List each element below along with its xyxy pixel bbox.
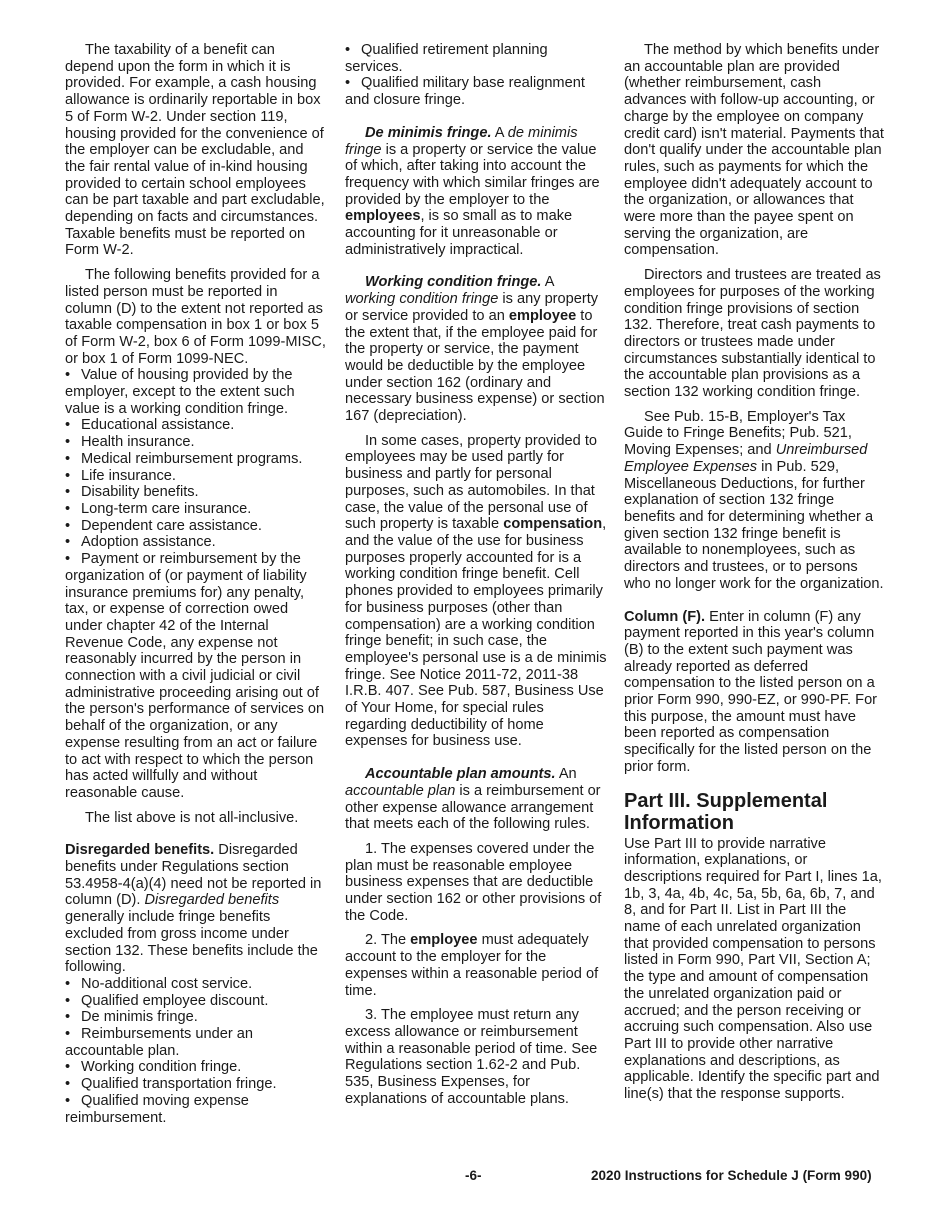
bullet-icon: • bbox=[65, 1092, 71, 1109]
paragraph-method: The method by which benefits under an accountable plan are provided (whether reimbursement, cash advances with follow-up accounting, or charge by the employee on company credit card) isn't material. Payments that don't qualify under the accountable plan rules, such as payments for which the employee didn't adequately account to the organization, or allowances that were more than the payee spent on serving the organization, are compensation. bbox=[624, 42, 884, 259]
bullet-icon: • bbox=[65, 534, 71, 551]
column-2 bbox=[345, 42, 607, 1107]
list-item: • Qualified transportation fringe. bbox=[65, 1076, 277, 1093]
list-item: • Qualified employee discount. bbox=[65, 992, 269, 1009]
paragraph-taxability: The taxability of a benefit can depend upon the form in which it is provided. For example, a cash housing allowance is ordinarily reportable in box 5 of Form W-2. Under section 119, housing provided for the convenience of the employer can be excludable, and the fair rental value of in-kind housing provided to certain school employees can be part taxable and part excludable, depending on facts and circumstances. Taxable benefits must be reported on Form W-2. bbox=[65, 42, 325, 259]
part-3-heading: Part III. Supplemental Information bbox=[624, 789, 828, 834]
paragraph-part-3: Use Part III to provide narrative information, explanations, or descriptions required for Part I, lines 1a, 1b, 3, 4a, 4b, 4c, 5a, 5b, 6a, 6b, 7, and 8, and for Part II. List in Part III the name of each unrelated organization that provided compensation to persons listed in Form 990, Part VII, Section A; the type and amount of compensation the unrelated organization paid or accrued; and the person receiving or accruing such compensation. Also use Part III to provide other narrative explanations and descriptions, as applicable. Identify the specific part and line(s) that the response supports. bbox=[624, 835, 882, 1103]
list-item: • Medical reimbursement programs. bbox=[65, 450, 303, 467]
paragraph-not-all-inclusive: The list above is not all-inclusive. bbox=[85, 809, 299, 826]
retirement-list bbox=[345, 42, 607, 109]
footer-title: 2020 Instructions for Schedule J (Form 990) bbox=[591, 1168, 872, 1183]
list-item: • Life insurance. bbox=[65, 467, 176, 484]
paragraph-some-cases: In some cases, property provided to employees may be used partly for business and partly for personal purposes, such as automobiles. In that case, the value of the personal use of such property is taxable compensation, and the value of the use for business purposes properly accounted for is a working condition fringe benefit. Cell phones provided to employees primarily for business purposes (other than compensation) are a working condition fringe benefit; in such case, the employee's personal use is a de minimis fringe. See Notice 2011-72, 2011-38 I.R.B. 407. See Pub. 587, Business Use of Your Home, for special rules regarding deductibility of home expenses for business use. bbox=[345, 432, 607, 750]
rule-2: 2. The employee must adequately account to the employer for the expenses within a reasonable period of time. bbox=[345, 932, 599, 999]
bullet-icon: • bbox=[345, 42, 351, 58]
list-item: • Qualified retirement planning services. bbox=[345, 42, 548, 75]
bullet-icon: • bbox=[65, 992, 71, 1009]
paragraph-accountable-plan: Accountable plan amounts. An accountable plan is a reimbursement or other expense allowance arrangement that meets each of the following rules. bbox=[345, 766, 601, 833]
list-item: • Qualified military base realignment and closure fringe. bbox=[345, 75, 585, 109]
bullet-icon: • bbox=[65, 1059, 71, 1076]
paragraph-see-pub: See Pub. 15-B, Employer's Tax Guide to Fringe Benefits; Pub. 521, Moving Expenses; and Unreimbursed Employee Expenses in Pub. 529, Miscellaneous Deductions, for further explanation of section 132 fringe benefits and for determining whether a given section 132 fringe benefit is available to nonemployees, such as directors and trustees, or to persons who no longer work for the organization. bbox=[624, 408, 884, 592]
paragraph-column-f: Column (F). Enter in column (F) any payment reported in this year's column (B) to the extent such payment was already reported as deferred compensation to the listed person on a prior Form 990, 990-EZ, or 990-PF. For this purpose, the amount must have been reported as compensation specifically for the listed person on the prior form. bbox=[624, 608, 878, 775]
list-item: • Qualified moving expense reimbursement. bbox=[65, 1092, 249, 1126]
list-item: • Educational assistance. bbox=[65, 417, 235, 434]
bullet-icon: • bbox=[65, 1026, 71, 1043]
bullet-icon: • bbox=[65, 417, 71, 434]
bullet-icon: • bbox=[65, 1076, 71, 1093]
bullet-icon: • bbox=[65, 1009, 71, 1026]
bullet-icon: • bbox=[65, 517, 71, 534]
list-item: • No-additional cost service. bbox=[65, 975, 253, 992]
list-item: • Disability benefits. bbox=[65, 484, 199, 501]
benefit-list bbox=[65, 367, 327, 801]
bullet-icon: • bbox=[65, 367, 71, 384]
bullet-icon: • bbox=[65, 500, 71, 517]
page-number: -6- bbox=[465, 1168, 482, 1183]
section-heading: Column (F). bbox=[624, 608, 706, 625]
paragraph-working-condition: Working condition fringe. A working condition fringe is any property or service provided to an employee to the extent that, if the employee paid for the property or service, the payment would be deductible by the employee under section 162 (ordinary and necessary business expense) or section 167 (depreciation). bbox=[345, 274, 605, 425]
bullet-icon: • bbox=[65, 450, 71, 467]
paragraph-directors: Directors and trustees are treated as employees for purposes of the working condition fringe provisions of section 132. Therefore, treat cash payments to directors or trustees made under circumstances substantially identical to the accountable plan provisions as a section 132 working condition fringe. bbox=[624, 267, 881, 401]
bullet-icon: • bbox=[65, 975, 71, 992]
list-item: • Adoption assistance. bbox=[65, 534, 216, 551]
list-item: • Health insurance. bbox=[65, 434, 195, 451]
rule-3: 3. The employee must return any excess allowance or reimbursement within a reasonable period of time. See Regulations section 1.62-2 and Pub. 535, Business Expenses, for explanations of accountable plans. bbox=[345, 1007, 598, 1107]
disregarded-list bbox=[65, 976, 327, 1126]
rule-1: 1. The expenses covered under the plan must be reasonable employee business expenses that are deductible under section 162 or other provisions of the Code. bbox=[345, 840, 602, 924]
list-item: • Payment or reimbursement by the organization of (or payment of liability insurance premiums for) any penalty, tax, or expense of correction owed under chapter 42 of the Internal Revenue Code, any expense not reasonably incurred by the person in connection with a civil judicial or civil administrative proceeding arising out of the person's performance of services on behalf of the organization, or any expense resulting from an act or failure to act with respect to which the person has acted willfully and without reasonable cause. bbox=[65, 551, 325, 801]
list-item: • Value of housing provided by the employer, except to the extent such value is a working condition fringe. bbox=[65, 367, 295, 417]
paragraph-disregarded-benefits: Disregarded benefits. Disregarded benefits under Regulations section 53.4958-4(a)(4) need not be reported in column (D). Disregarded benefits generally include fringe benefits excluded from gross income under section 132. These benefits include the following. bbox=[65, 842, 322, 976]
bullet-icon: • bbox=[65, 551, 71, 568]
list-item: • Reimbursements under an accountable plan. bbox=[65, 1026, 253, 1059]
section-heading: Working condition fringe. bbox=[365, 274, 542, 291]
paragraph-following-benefits: The following benefits provided for a listed person must be reported in column (D) to the extent not reported as taxable compensation in box 1 or box 5 of Form W-2, box 6 of Form 1099-MISC, or box 1 of Form 1099-NEC. bbox=[65, 267, 326, 367]
section-heading: Accountable plan amounts. bbox=[365, 766, 556, 783]
list-item: • Long-term care insurance. bbox=[65, 500, 252, 517]
paragraph-de-minimis: De minimis fringe. A de minimis fringe is a property or service the value of which, after taking into account the frequency with which similar fringes are provided by the employer to the employees, is so small as to make accounting for it unreasonable or administratively impractical. bbox=[345, 124, 600, 258]
bullet-icon: • bbox=[65, 434, 71, 451]
bullet-icon: • bbox=[65, 467, 71, 484]
column-3 bbox=[624, 42, 886, 1103]
list-item: • Working condition fringe. bbox=[65, 1059, 242, 1076]
bullet-icon: • bbox=[65, 484, 71, 501]
section-heading: De minimis fringe. bbox=[365, 124, 492, 141]
column-1 bbox=[65, 42, 327, 1126]
list-item: • De minimis fringe. bbox=[65, 1009, 198, 1026]
list-item: • Dependent care assistance. bbox=[65, 517, 262, 534]
bullet-icon: • bbox=[345, 75, 351, 92]
section-heading: Disregarded benefits. bbox=[65, 842, 215, 859]
